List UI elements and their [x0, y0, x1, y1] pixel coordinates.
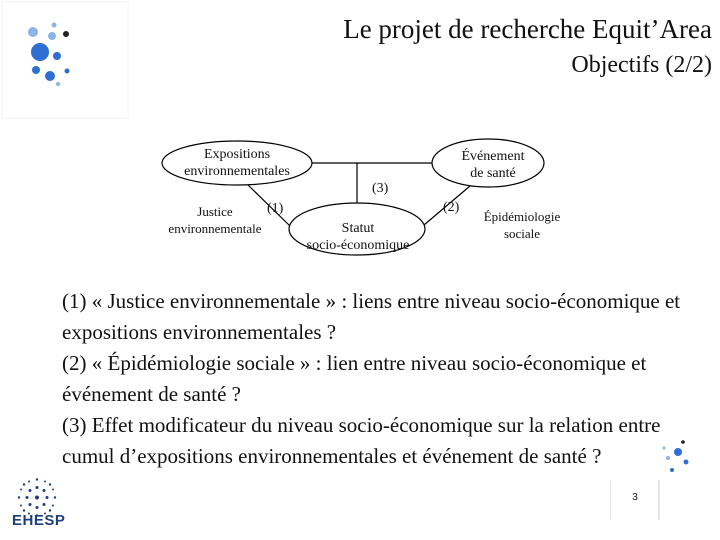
edge-number-1: (1) [267, 201, 284, 216]
edge-number-3: (3) [372, 181, 389, 196]
evenement-label: Événement de santé [461, 149, 525, 181]
objective-item-1: (1) « Justice environnementale » : liens entre niveau socio-économique et expositions environnementales ? [62, 289, 681, 344]
expositions-label: Expositions environnementales [184, 147, 290, 179]
ehesp-logo-text: EHESP [12, 512, 66, 529]
statut-label: Statut socio-économique [306, 221, 410, 253]
objectives-list [62, 286, 712, 472]
page-title: Le projet de recherche Equit’Area [343, 14, 712, 44]
objective-item-3: (3) Effet modificateur du niveau socio-économique sur la relation entre cumul d’expositions environnementales et événement de santé ? [62, 413, 661, 468]
page-number: 3 [632, 492, 638, 503]
epidemiologie-label: Épidémiologie sociale [483, 209, 561, 241]
edge-number-2: (2) [443, 200, 460, 215]
justice-label: Justice environnementale [168, 204, 262, 236]
page-subtitle: Objectifs (2/2) [571, 52, 712, 78]
objective-item-2: (2) « Épidémiologie sociale » : lien entre niveau socio-économique et événement de santé ? [62, 351, 647, 406]
